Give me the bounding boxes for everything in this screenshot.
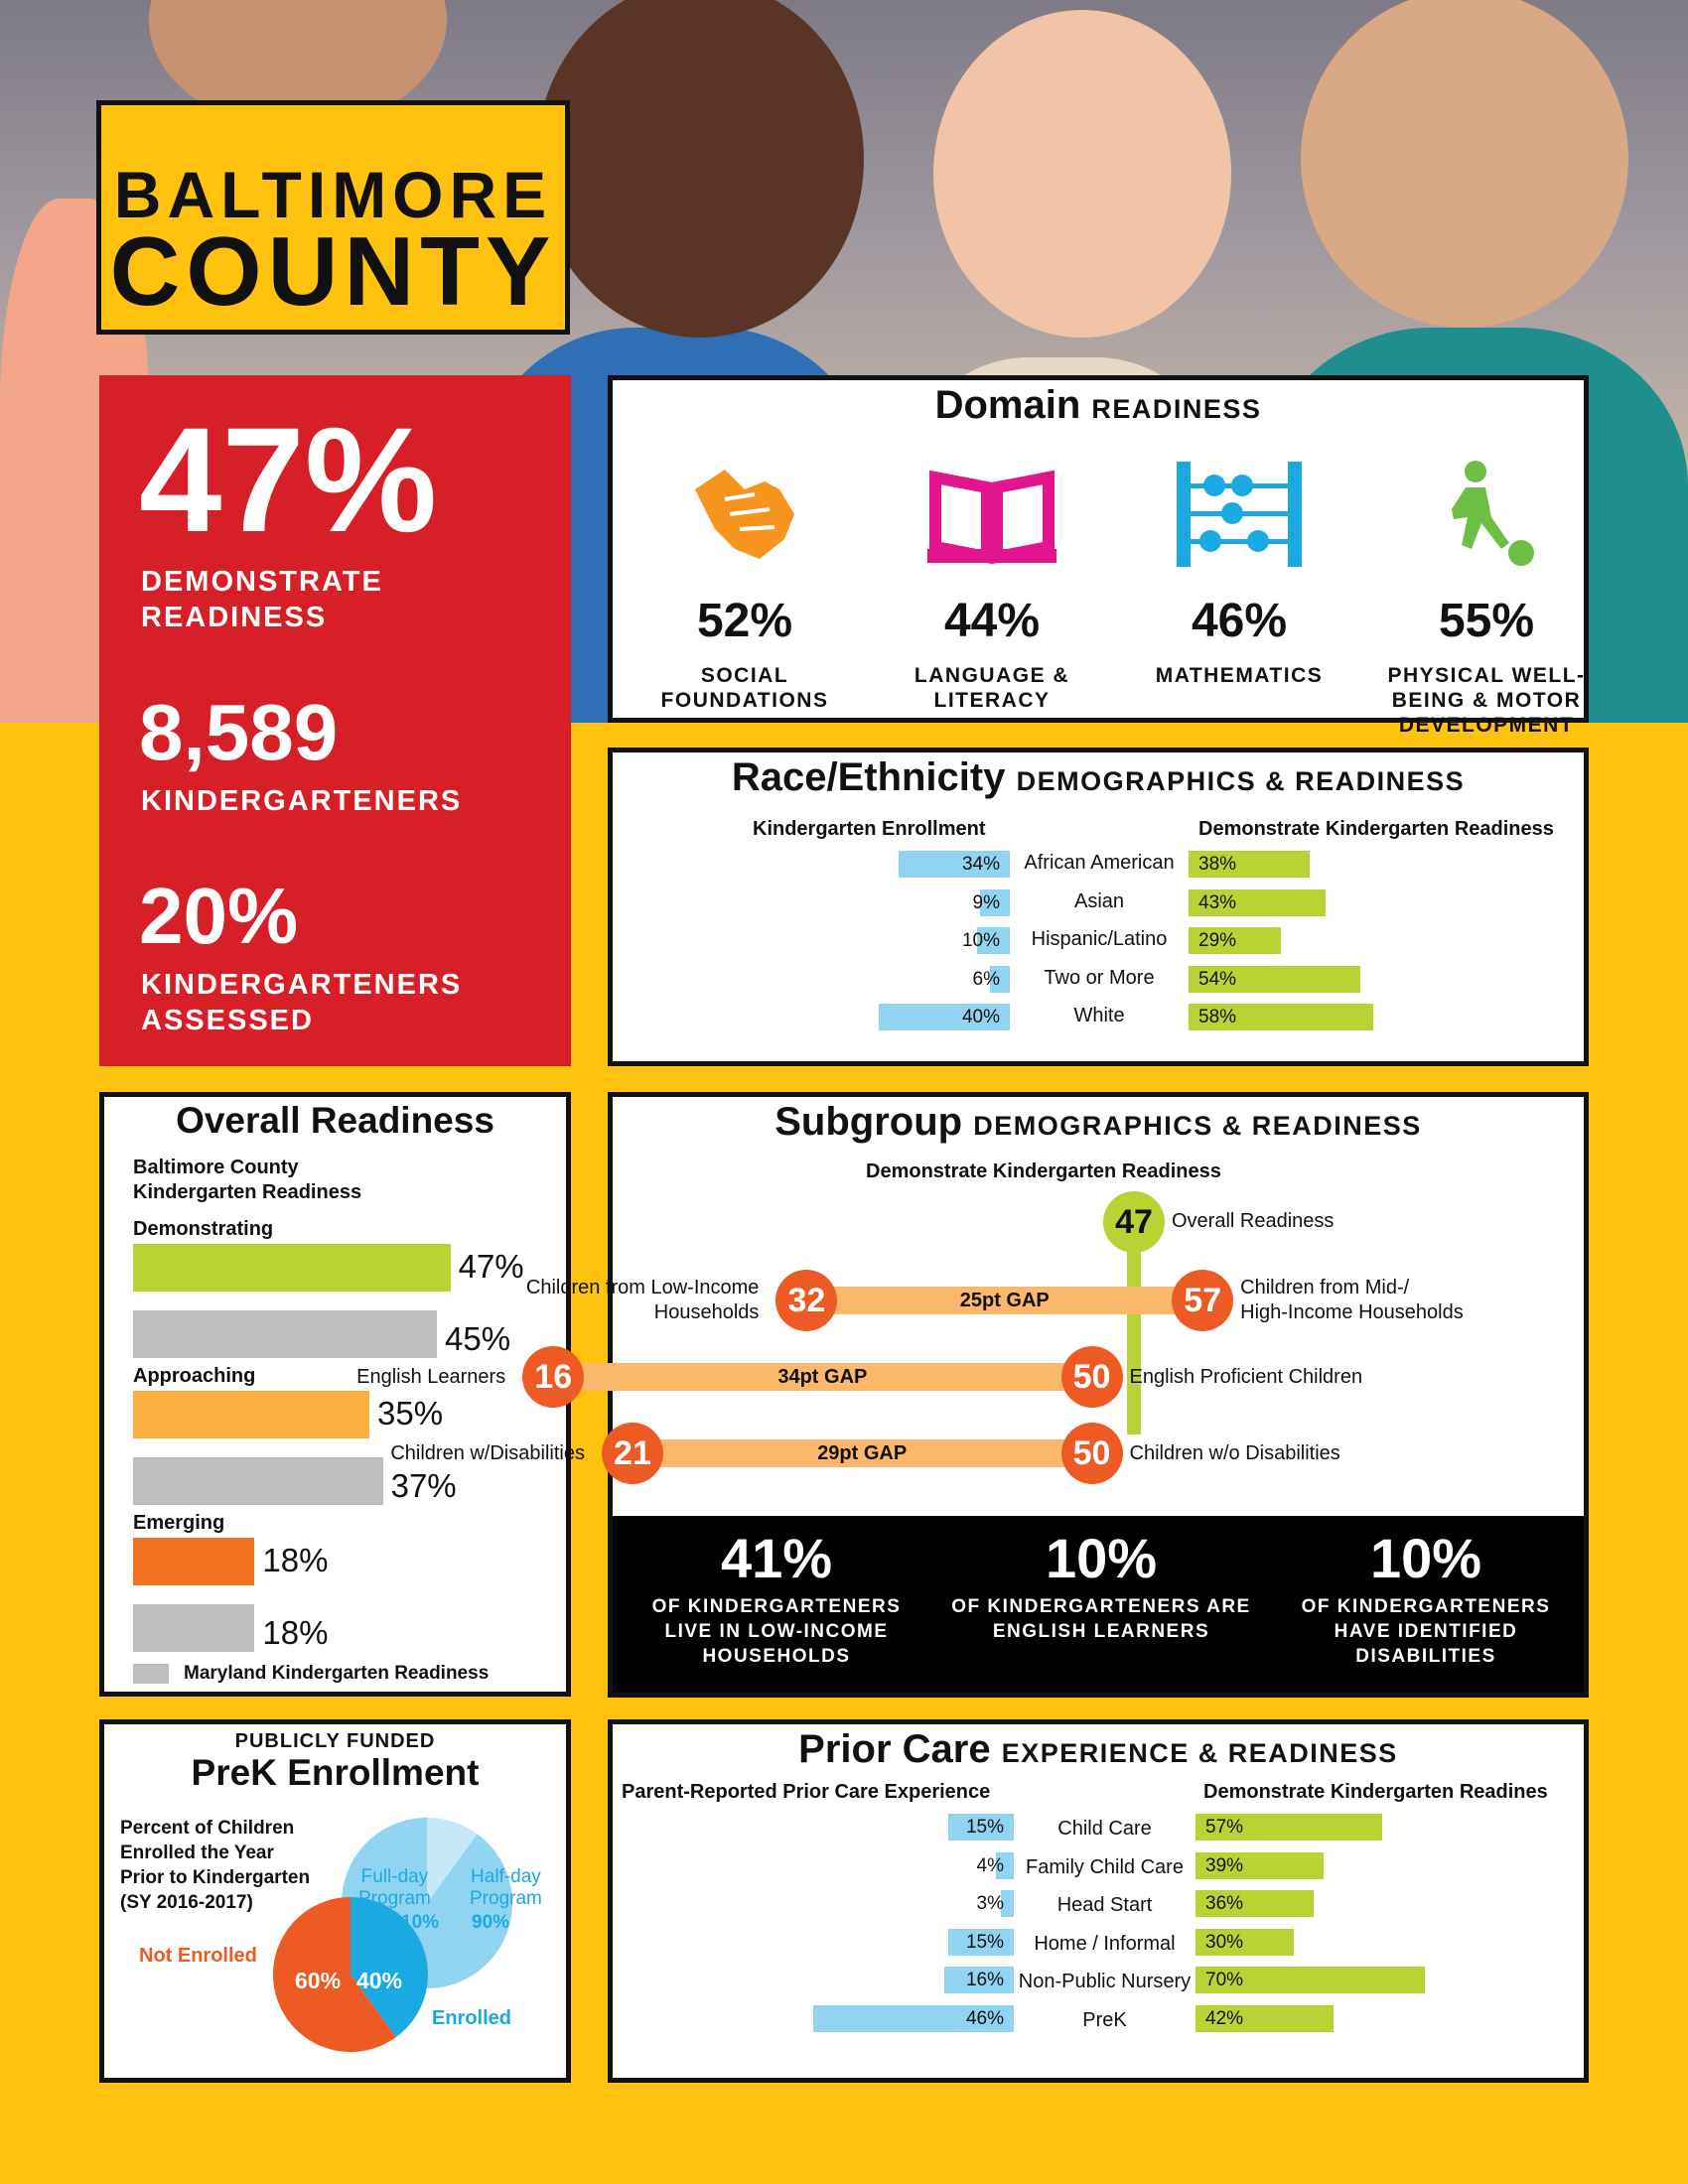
race-left-header: Kindergarten Enrollment [753,818,986,840]
child-face [1301,0,1628,328]
domain-physical-label-1: PHYSICAL WELL- [1387,664,1586,687]
half-day-label-2: Program [470,1888,542,1909]
stat-disabilities-value: 10% [1369,1527,1482,1589]
domain-language-label [878,663,1106,713]
prek-desc-4: (SY 2016-2017) [120,1892,253,1913]
gap-bar: 25pt GAP [806,1287,1202,1314]
assessed-label-2: ASSESSED [141,1005,314,1036]
right-value-circle: 50 [1061,1346,1123,1408]
domain-math [1125,460,1353,718]
domain-social [631,460,859,718]
readiness-bar-value: 38% [1198,854,1237,875]
left-group-label-2: Households [653,1301,760,1323]
domain-social-label-2: FOUNDATIONS [660,689,829,712]
stat-disabilities-line3: DISABILITIES [1355,1646,1496,1667]
half-day-label-1: Half-day [471,1866,541,1887]
domain-math-label: MATHEMATICS [1155,664,1324,687]
prek-desc-1: Percent of Children [120,1818,295,1839]
prior-care-label: Head Start [1056,1894,1153,1916]
county-bar-value: 47% [458,1248,524,1285]
overall-subtitle-2: Kindergarten Readiness [133,1181,362,1203]
county-bar-value: 35% [377,1395,444,1432]
domain-social-label [631,663,859,713]
prior-care-title-main: Prior Care [798,1727,991,1771]
left-group-label-1: Children from Low-Income [525,1277,760,1298]
stat-english-learners [937,1526,1265,1644]
book-icon [927,460,1056,569]
overall-group-label: Demonstrating [133,1218,274,1240]
legend-label: Maryland Kindergarten Readiness [184,1663,490,1684]
state-bar-value: 45% [445,1320,511,1357]
domain-title-sub: READINESS [1091,394,1262,424]
domain-language [878,460,1106,718]
race-row-label: Two or More [1044,966,1155,989]
overall-group-label: Approaching [133,1365,256,1387]
domain-physical-label-2: BEING & MOTOR [1391,689,1582,712]
race-row-label: Asian [1073,889,1125,912]
county-bar [133,1391,369,1438]
prior-care-right-header: Demonstrate Kindergarten Readines [1203,1781,1548,1803]
race-row-label: White [1073,1005,1125,1026]
full-day-label-2: Program [358,1888,431,1909]
right-group-label [1130,1365,1363,1390]
domain-physical-label [1372,663,1601,738]
domain-social-value: 52% [696,595,793,647]
readiness-bar-value: 42% [1205,2007,1244,2029]
race-row-label: African American [1024,852,1175,874]
domain-social-label-1: SOCIAL [700,664,789,687]
subgroup-title [613,1100,1584,1145]
domain-math-value: 46% [1191,595,1288,647]
overall-readiness-panel [99,1092,571,1697]
stat-disabilities [1262,1526,1590,1669]
left-value-circle: 16 [522,1346,584,1408]
readiness-bar-value: 58% [1198,1007,1237,1027]
left-group-label [526,1276,760,1325]
prior-care-panel [608,1719,1589,2083]
prek-desc-3: Prior to Kindergarten [120,1867,311,1888]
enrolled-label: Enrolled [432,2007,512,2029]
right-value-circle: 50 [1061,1423,1123,1484]
prior-care-label: Family Child Care [1026,1855,1184,1878]
subgroup-stats-bar [613,1516,1584,1693]
right-group-label-1: Children from Mid-/ [1240,1277,1410,1298]
left-group-label [356,1365,505,1390]
enrolled-value: 40% [356,1968,403,1993]
right-group-label [1130,1441,1340,1466]
race-right-header: Demonstrate Kindergarten Readiness [1198,818,1554,840]
right-group-label-2: High-Income Households [1240,1301,1464,1323]
readiness-bar-value: 30% [1205,1931,1244,1953]
race-row-label: Hispanic/Latino [1031,928,1168,950]
county-title-line2: COUNTY [109,216,557,326]
stat-english-learners-desc [937,1594,1265,1644]
right-group-label-1: Children w/o Disabilities [1129,1442,1340,1464]
stat-low-income-desc [613,1594,940,1669]
race-ethnicity-panel [608,748,1589,1066]
full-day-label-1: Full-day [360,1866,429,1887]
domain-title [613,383,1584,428]
child-ball-icon [1432,460,1541,569]
experience-bar-value: 15% [965,1931,1004,1953]
right-group-label-1: English Proficient Children [1129,1366,1363,1388]
prior-care-label: PreK [1082,2008,1127,2031]
enrollment-bar-value: 40% [961,1007,1000,1027]
half-day-label [470,1866,542,1910]
readiness-bar-value: 29% [1198,930,1237,951]
county-bar [133,1538,254,1585]
domain-language-label-1: LANGUAGE & [914,664,1070,687]
highlights-panel [99,375,571,1066]
overall-circle: 47 [1103,1191,1165,1253]
state-bar [133,1604,254,1652]
child-face [536,0,864,338]
enrollment-bar-value: 6% [972,968,1000,990]
experience-bar-value: 46% [965,2007,1004,2029]
state-bar [133,1310,437,1358]
enrollment-bar-value: 34% [961,854,1000,875]
enrollment-bar-value: 9% [972,891,1000,913]
full-day-value: 10% [401,1912,440,1933]
state-bar-value: 18% [262,1614,329,1651]
left-group-label [390,1441,585,1466]
prior-care-label: Home / Informal [1034,1932,1176,1955]
domain-physical [1372,460,1601,737]
stat-english-learners-line1: OF KINDERGARTENERS ARE [951,1596,1251,1617]
enrollment-bar-value: 10% [961,930,1000,951]
subgroup-title-main: Subgroup [774,1100,963,1144]
domain-readiness-panel [608,375,1589,737]
left-group-label-1: Children w/Disabilities [390,1442,585,1464]
overall-title: Overall Readiness [176,1100,494,1141]
county-title-line1: BALTIMORE [113,158,553,231]
stat-disabilities-line2: HAVE IDENTIFIED [1334,1621,1518,1642]
prior-care-label: Child Care [1057,1818,1152,1840]
prek-desc-2: Enrolled the Year [120,1843,274,1863]
assessed-percent: 20% [139,872,299,960]
stat-low-income-line2: LIVE IN LOW-INCOME [664,1621,889,1642]
prior-care-label: Non-Public Nursery [1018,1971,1192,1992]
domain-language-label-2: LITERACY [933,689,1051,712]
right-value-circle: 57 [1172,1270,1233,1331]
overall-group-label: Emerging [133,1512,225,1534]
hands-icon [685,460,804,569]
experience-bar-value: 3% [976,1893,1004,1914]
stat-low-income-line1: OF KINDERGARTENERS [651,1596,902,1617]
county-bar [133,1244,451,1292]
overall-circle-label: Overall Readiness [1172,1210,1335,1232]
domain-language-value: 44% [943,595,1041,647]
prek-kicker: PUBLICLY FUNDED [234,1730,436,1752]
prior-care-title [613,1727,1584,1772]
prior-care-left-header: Parent-Reported Prior Care Experience [622,1781,991,1803]
assessed-label-1: KINDERGARTENERS [141,969,463,1001]
prek-panel [99,1719,571,2083]
stat-low-income [613,1526,940,1669]
kindergartener-count: 8,589 [139,688,339,776]
full-day-label [358,1866,431,1910]
domain-physical-label-3: DEVELOPMENT [1398,714,1575,737]
gap-bar: 34pt GAP [553,1363,1091,1391]
readiness-bar-value: 54% [1198,968,1237,990]
domain-physical-value: 55% [1438,595,1535,647]
stat-low-income-value: 41% [720,1527,833,1589]
county-title-box [96,100,570,335]
prior-care-title-sub: EXPERIENCE & READINESS [1001,1738,1398,1768]
stat-english-learners-value: 10% [1045,1527,1158,1589]
readiness-label-2: READINESS [141,602,328,633]
not-enrolled-label: Not Enrolled [139,1945,257,1967]
half-day-value: 90% [472,1912,510,1933]
prek-title: PreK Enrollment [191,1752,480,1793]
stat-low-income-line3: HOUSEHOLDS [702,1646,851,1667]
overall-subtitle-1: Baltimore County [133,1157,299,1178]
domain-title-main: Domain [934,383,1081,427]
state-bar-value: 37% [390,1467,457,1504]
abacus-icon [1175,460,1304,569]
right-group-label [1240,1276,1464,1325]
left-value-circle: 21 [602,1423,663,1484]
gap-bar: 29pt GAP [633,1439,1092,1467]
readiness-bar-value: 43% [1198,891,1237,913]
readiness-label-1: DEMONSTRATE [141,566,383,598]
subgroup-title-sub: DEMOGRAPHICS & READINESS [973,1111,1422,1141]
stat-disabilities-line1: OF KINDERGARTENERS [1301,1596,1551,1617]
kindergartener-label: KINDERGARTENERS [141,785,463,817]
experience-bar-value: 16% [965,1970,1004,1990]
subgroup-header: Demonstrate Kindergarten Readiness [866,1160,1221,1182]
readiness-bar-value: 70% [1205,1970,1244,1990]
experience-bar-value: 4% [976,1854,1004,1876]
race-title-main: Race/Ethnicity [731,755,1006,799]
child-face [933,10,1231,338]
not-enrolled-value: 60% [295,1968,342,1993]
readiness-bar-value: 57% [1205,1817,1244,1838]
left-group-label-1: English Learners [356,1366,506,1388]
race-title [613,755,1584,800]
left-value-circle: 32 [775,1270,837,1331]
legend-swatch [133,1664,169,1684]
state-bar [133,1457,383,1505]
experience-bar-value: 15% [965,1817,1004,1838]
race-title-sub: DEMOGRAPHICS & READINESS [1016,766,1466,796]
readiness-bar-value: 36% [1205,1893,1244,1914]
readiness-percent: 47% [139,396,438,563]
county-bar-value: 18% [262,1542,329,1578]
stat-disabilities-desc [1262,1594,1590,1669]
readiness-bar-value: 39% [1205,1854,1244,1876]
stat-english-learners-line2: ENGLISH LEARNERS [992,1621,1210,1642]
